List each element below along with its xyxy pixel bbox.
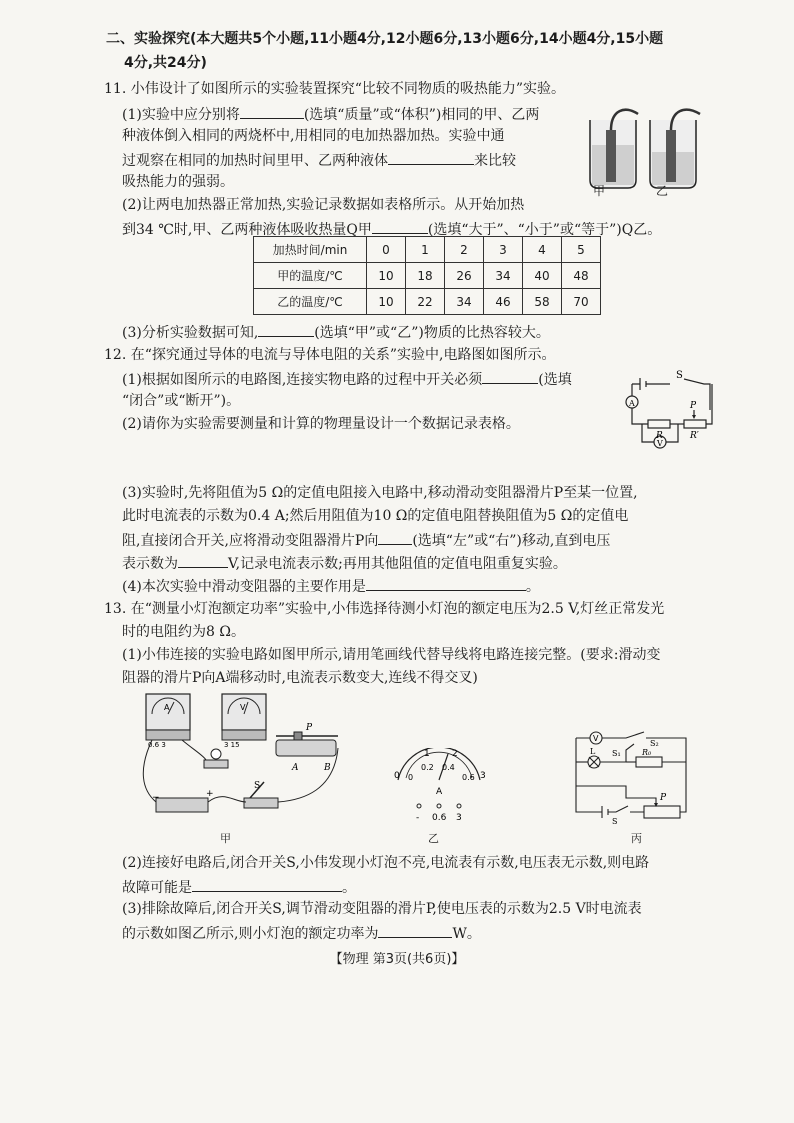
table-row-label: 加热时间/min xyxy=(254,237,367,263)
voltmeter-label: V xyxy=(240,703,246,712)
table-row-label: 甲的温度/℃ xyxy=(254,263,367,289)
dial-bottom-04: 0.4 xyxy=(442,763,455,772)
table-cell: 46 xyxy=(484,289,523,315)
switch-device xyxy=(244,781,278,808)
q11-blank4[interactable] xyxy=(258,322,314,337)
beaker-jia xyxy=(590,110,638,188)
table-row xyxy=(254,289,601,315)
q13-stem-line2: 时的电阻约为8 Ω。 xyxy=(122,624,245,640)
beaker-yi xyxy=(650,110,700,188)
table-cell: 34 xyxy=(484,263,523,289)
bing-label-s: S xyxy=(612,817,618,826)
page-footer-text: 【物理 第3页(共6页)】 xyxy=(329,952,465,967)
q13-stem-line1: 13. 在“测量小灯泡额定功率”实验中,小伟选择待测小灯泡的额定电压为2.5 V,灯丝正常发光 xyxy=(104,601,665,617)
table-cell: 2 xyxy=(445,237,484,263)
q12-circuit-label-a: A xyxy=(629,399,635,408)
q12-blank4[interactable] xyxy=(366,576,526,591)
q13-p3-line2: 的示数如图乙所示,则小灯泡的额定功率为 W。 xyxy=(122,923,481,943)
q11-blank2[interactable] xyxy=(388,150,474,165)
table-cell: 34 xyxy=(445,289,484,315)
dial-unit: A xyxy=(436,787,443,797)
dial-top-3: 3 xyxy=(480,771,486,781)
q12-circuit-label-p: P xyxy=(690,401,697,411)
q13-p3-line1: (3)排除故障后,闭合开关S,调节滑动变阻器的滑片P,使电压表的示数为2.5 V时电流表 xyxy=(122,901,642,917)
rheostat-label-b: B xyxy=(324,763,331,773)
switch-label-s: S xyxy=(254,781,261,791)
table-row xyxy=(254,263,601,289)
q12-circuit-label-rp: R′ xyxy=(690,431,699,441)
table-cell: 1 xyxy=(406,237,445,263)
q13-p2-line1: (2)连接好电路后,闭合开关S,小伟发现小灯泡不亮,电流表有示数,电压表无示数,则电路 xyxy=(122,855,650,871)
rheostat-label-a: A xyxy=(292,763,299,773)
table-cell: 10 xyxy=(367,263,406,289)
dial-bottom-06: 0.6 xyxy=(462,773,475,782)
q13-fig-bing-circuit xyxy=(566,726,696,826)
table-cell: 48 xyxy=(562,263,601,289)
svg-text:+: + xyxy=(206,789,214,799)
q13-fig-yi-ammeter-dial xyxy=(388,748,488,828)
dial-top-2: 2 xyxy=(452,749,458,759)
q13-p1-line1: (1)小伟连接的实验电路如图甲所示,请用笔画线代替导线将电路连接完整。(要求:滑动变 xyxy=(122,647,661,663)
q12-p3-line2: 此时电流表的示数为0.4 A;然后用阻值为10 Ω的定值电阻替换阻值为5 Ω的定值电 xyxy=(122,508,629,524)
table-cell: 18 xyxy=(406,263,445,289)
dial-term-3: 3 xyxy=(456,813,462,823)
q13-fig-bing-label: 丙 xyxy=(631,832,642,845)
bing-label-v: V xyxy=(593,734,599,743)
ammeter-label: A xyxy=(164,703,170,712)
q11-fig-label-jia: 甲 xyxy=(593,184,606,198)
q12-p3-line1: (3)实验时,先将阻值为5 Ω的定值电阻接入电路中,移动滑动变阻器滑片P至某一位置, xyxy=(122,485,638,501)
q11-p2-line1: (2)让两电加热器正常加热,实验记录数据如表格所示。从开始加热 xyxy=(122,197,525,213)
table-row xyxy=(254,237,601,263)
table-cell: 40 xyxy=(523,263,562,289)
q13-fig-yi-label: 乙 xyxy=(428,832,439,845)
bing-label-s2: S₂ xyxy=(650,739,659,748)
section-heading-cont: 4分,共24分) xyxy=(124,55,207,71)
table-cell: 22 xyxy=(406,289,445,315)
q12-p3-line4: 表示数为 V,记录电流表示数;再用其他阻值的定值电阻重复实验。 xyxy=(122,553,567,573)
q12-blank2[interactable] xyxy=(378,530,412,545)
rheostat-device xyxy=(276,723,338,773)
q13-p2-line2: 故障可能是 。 xyxy=(122,877,356,897)
dial-term-neg: - xyxy=(416,813,420,823)
q11-p3: (3)分析实验数据可知, (选填“甲”或“乙”)物质的比热容较大。 xyxy=(122,322,550,342)
q12-p4: (4)本次实验中滑动变阻器的主要作用是 。 xyxy=(122,576,540,596)
table-cell: 4 xyxy=(523,237,562,263)
table-cell: 26 xyxy=(445,263,484,289)
table-cell: 0 xyxy=(367,237,406,263)
battery-device xyxy=(152,789,214,812)
bing-label-l: L xyxy=(590,747,596,756)
table-cell: 5 xyxy=(562,237,601,263)
ammeter-terminals: 0.6 3 xyxy=(148,741,166,749)
table-cell: 70 xyxy=(562,289,601,315)
q11-p1-line3: 过观察在相同的加热时间里甲、乙两种液体 来比较 xyxy=(122,150,516,170)
q11-blank3[interactable] xyxy=(372,219,428,234)
q11-data-table xyxy=(253,236,601,315)
table-row-label: 乙的温度/℃ xyxy=(254,289,367,315)
dial-top-1: 1 xyxy=(424,749,430,759)
q11-p2-line2: 到34 ℃时,甲、乙两种液体吸收热量Q甲 (选填“大于”、“小于”或“等于”)Q乙。 xyxy=(122,219,661,239)
table-cell: 10 xyxy=(367,289,406,315)
q13-p1-line2: 阻器的滑片P向A端移动时,电流表示数变大,连线不得交叉) xyxy=(122,670,478,686)
q12-circuit-label-r: R xyxy=(656,431,663,441)
dial-bottom-02: 0.2 xyxy=(421,763,434,772)
q12-circuit-label-v: V xyxy=(657,439,663,448)
q12-blank3[interactable] xyxy=(178,553,228,568)
q12-p1-line1: (1)根据如图所示的电路图,连接实物电路的过程中开关必须 (选填 xyxy=(122,369,572,389)
q13-blank2[interactable] xyxy=(378,923,452,938)
svg-text:−: − xyxy=(152,793,160,803)
q12-stem: 12. 在“探究通过导体的电流与导体电阻的关系”实验中,电路图如图所示。 xyxy=(104,347,556,363)
q13-fig-jia-apparatus xyxy=(134,690,374,830)
bulb-device xyxy=(204,749,228,768)
q12-p2: (2)请你为实验需要测量和计算的物理量设计一个数据记录表格。 xyxy=(122,416,520,432)
bing-label-r0: R₀ xyxy=(642,748,652,757)
section-heading: 二、实验探究(本大题共5个小题,11小题4分,12小题6分,13小题6分,14小题4分,15小题 xyxy=(106,31,664,47)
q11-p1-line4: 吸热能力的强弱。 xyxy=(122,174,234,190)
bing-label-s1: S₁ xyxy=(612,749,621,758)
rheostat-label-p: P xyxy=(306,723,313,733)
q11-p1-line1: (1)实验中应分别将 (选填“质量”或“体积”)相同的甲、乙两 xyxy=(122,104,539,124)
q11-fig-label-yi: 乙 xyxy=(656,184,669,198)
q12-blank1[interactable] xyxy=(482,369,538,384)
table-cell: 3 xyxy=(484,237,523,263)
q12-p1-line2: “闭合”或“断开”)。 xyxy=(122,393,241,409)
q12-circuit-diagram xyxy=(622,368,722,460)
dial-top-0: 0 xyxy=(394,771,400,781)
q13-fig-jia-label: 甲 xyxy=(220,832,231,845)
table-cell: 58 xyxy=(523,289,562,315)
q11-p1-line2: 种液体倒入相同的两烧杯中,用相同的电加热器加热。实验中通 xyxy=(122,128,505,144)
q12-p3-line3: 阻,直接闭合开关,应将滑动变阻器滑片P向 (选填“左”或“右”)移动,直到电压 xyxy=(122,530,610,550)
q12-circuit-label-s: S xyxy=(676,370,683,381)
page-footer xyxy=(0,948,794,967)
voltmeter-terminals: 3 15 xyxy=(224,741,240,749)
bing-label-p: P xyxy=(660,793,667,803)
voltmeter-device xyxy=(222,694,266,749)
dial-bottom-0: 0 xyxy=(408,773,414,782)
q11-blank1[interactable] xyxy=(240,104,304,119)
dial-term-06: 0.6 xyxy=(432,813,447,823)
q11-stem: 11. 小伟设计了如图所示的实验装置探究“比较不同物质的吸热能力”实验。 xyxy=(104,81,566,97)
q13-blank1[interactable] xyxy=(192,877,342,892)
